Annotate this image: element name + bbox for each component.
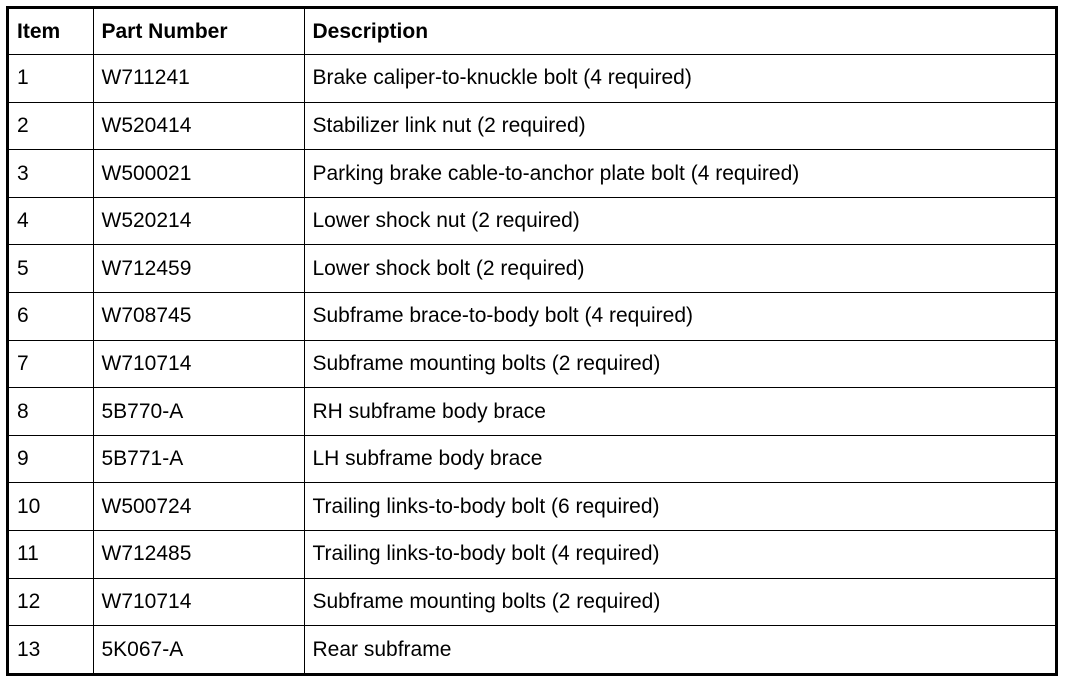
item-cell: 3: [9, 150, 93, 198]
description-cell: LH subframe body brace: [304, 435, 1055, 483]
part-number-cell: 5B770-A: [93, 388, 304, 436]
part-number-cell: W711241: [93, 55, 304, 103]
part-number-cell: W500724: [93, 483, 304, 531]
description-cell: Subframe mounting bolts (2 required): [304, 340, 1055, 388]
description-cell: Subframe brace-to-body bolt (4 required): [304, 293, 1055, 341]
description-cell: Trailing links-to-body bolt (6 required): [304, 483, 1055, 531]
part-number-cell: W710714: [93, 340, 304, 388]
description-cell: Trailing links-to-body bolt (4 required): [304, 531, 1055, 579]
item-cell: 10: [9, 483, 93, 531]
header-description: Description: [304, 9, 1055, 55]
item-cell: 2: [9, 102, 93, 150]
table-row: [9, 340, 1055, 388]
description-cell: Lower shock nut (2 required): [304, 197, 1055, 245]
table-row: [9, 626, 1055, 673]
parts-table: [9, 9, 1055, 673]
part-number-cell: 5B771-A: [93, 435, 304, 483]
table-row: [9, 483, 1055, 531]
header-item: Item: [9, 9, 93, 55]
item-cell: 5: [9, 245, 93, 293]
table-row: [9, 150, 1055, 198]
part-number-cell: W712459: [93, 245, 304, 293]
table-row: [9, 245, 1055, 293]
table-row: [9, 102, 1055, 150]
part-number-cell: W712485: [93, 531, 304, 579]
table-row: [9, 578, 1055, 626]
part-number-cell: W520414: [93, 102, 304, 150]
table-header-row: [9, 9, 1055, 55]
item-cell: 13: [9, 626, 93, 673]
description-cell: Brake caliper-to-knuckle bolt (4 required): [304, 55, 1055, 103]
description-cell: RH subframe body brace: [304, 388, 1055, 436]
item-cell: 11: [9, 531, 93, 579]
part-number-cell: W500021: [93, 150, 304, 198]
part-number-cell: W708745: [93, 293, 304, 341]
item-cell: 9: [9, 435, 93, 483]
item-cell: 6: [9, 293, 93, 341]
part-number-cell: W710714: [93, 578, 304, 626]
description-cell: Parking brake cable-to-anchor plate bolt (4 required): [304, 150, 1055, 198]
table-row: [9, 55, 1055, 103]
part-number-cell: W520214: [93, 197, 304, 245]
item-cell: 12: [9, 578, 93, 626]
table-row: [9, 435, 1055, 483]
description-cell: Stabilizer link nut (2 required): [304, 102, 1055, 150]
item-cell: 4: [9, 197, 93, 245]
table-row: [9, 388, 1055, 436]
item-cell: 8: [9, 388, 93, 436]
part-number-cell: 5K067-A: [93, 626, 304, 673]
table-row: [9, 197, 1055, 245]
parts-table-container: [6, 6, 1058, 676]
description-cell: Lower shock bolt (2 required): [304, 245, 1055, 293]
item-cell: 1: [9, 55, 93, 103]
header-part-number: Part Number: [93, 9, 304, 55]
description-cell: Rear subframe: [304, 626, 1055, 673]
table-row: [9, 531, 1055, 579]
item-cell: 7: [9, 340, 93, 388]
table-row: [9, 293, 1055, 341]
description-cell: Subframe mounting bolts (2 required): [304, 578, 1055, 626]
